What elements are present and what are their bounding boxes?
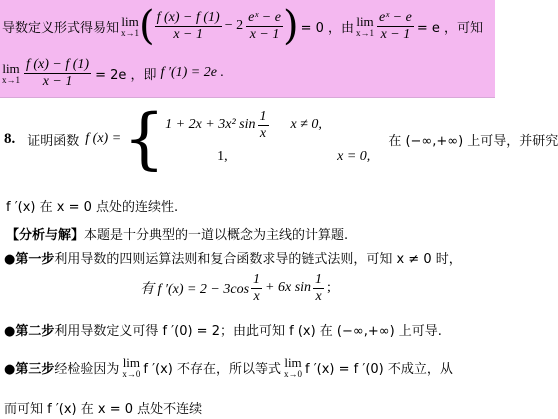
difference-quotient-2 bbox=[24, 57, 91, 90]
fraction-denominator: x − 1 bbox=[249, 26, 280, 42]
fraction-numerator: eˣ − e bbox=[248, 9, 281, 25]
fraction-denominator: x − 1 bbox=[173, 26, 203, 42]
case-zero bbox=[165, 143, 370, 171]
derivative-formula: 有 f ′(x) = 2 − 3cos bbox=[140, 282, 250, 297]
case-nonzero bbox=[165, 107, 370, 143]
step-2-line bbox=[4, 320, 442, 339]
fraction-numerator: f (x) − f (1) bbox=[26, 56, 90, 72]
step-3-label: ●第三步 bbox=[4, 362, 55, 377]
limit-subscript: x→1 bbox=[356, 27, 374, 38]
derivative-result: f ′(1) = 2e . bbox=[160, 65, 224, 80]
passage-line-2 bbox=[2, 54, 224, 92]
fraction-denominator: x bbox=[315, 288, 322, 304]
limit-label: lim bbox=[356, 13, 374, 29]
step-1-formula bbox=[140, 268, 331, 308]
function-name: f (x) = bbox=[85, 131, 122, 146]
problem-number: 8. bbox=[4, 130, 16, 147]
fraction-denominator: x − 1 bbox=[42, 73, 73, 89]
passage-lead-text: 导数定义形式得易知 bbox=[2, 20, 120, 36]
step-2-label: ●第二步 bbox=[4, 324, 55, 339]
problem-line-2: f ′(x) 在 x = 0 点处的连续性. bbox=[6, 200, 179, 215]
limit-label: lim bbox=[2, 60, 20, 76]
piecewise-cases bbox=[165, 107, 370, 171]
case-condition: x = 0, bbox=[337, 149, 371, 164]
step-1-line bbox=[4, 248, 462, 267]
equals-zero-text: = 0 ，由 bbox=[300, 20, 354, 36]
fraction-denominator: x − 1 bbox=[380, 26, 411, 42]
step-1-label: ●第一步 bbox=[4, 252, 55, 267]
limit-operator-2 bbox=[356, 15, 374, 38]
equals-2e-text: = 2e ，即 bbox=[95, 67, 157, 83]
exp-quotient bbox=[246, 10, 283, 43]
minus-two: − 2 bbox=[224, 18, 244, 33]
case-expression: 1, bbox=[217, 149, 228, 164]
formula-terminator: ; bbox=[327, 280, 331, 295]
reciprocal-fraction-2 bbox=[313, 272, 324, 305]
case-expression: 1 + 2x + 3x² sin bbox=[165, 117, 256, 132]
equals-e-text: = e ，可知 bbox=[416, 20, 483, 36]
reciprocal-fraction bbox=[251, 272, 262, 305]
step-3-conclusion: 而可知 f ′(x) 在 x = 0 点处不连续 bbox=[4, 402, 203, 417]
limit-subscript: x→0 bbox=[122, 369, 141, 379]
step-3-text-2: f ′(x) 不存在，所以等式 bbox=[143, 362, 281, 377]
analysis-heading: 【分析与解】 bbox=[6, 228, 85, 243]
problem-8-statement bbox=[4, 100, 558, 177]
piecewise-brace: { bbox=[123, 100, 166, 177]
fraction-numerator: 1 bbox=[259, 108, 267, 124]
problem-lead-text: 证明函数 bbox=[27, 133, 80, 149]
fraction-denominator: x bbox=[253, 288, 260, 304]
step-1-text: 利用导数的四则运算法则和复合函数求导的链式法则，可知 x ≠ 0 时， bbox=[54, 252, 462, 267]
fraction-numerator: 1 bbox=[315, 271, 323, 287]
limit-label: lim bbox=[122, 355, 141, 370]
limit-operator bbox=[121, 15, 139, 38]
limit-operator-3 bbox=[2, 62, 20, 85]
limit-label: lim bbox=[284, 355, 302, 370]
step-3-line bbox=[4, 356, 453, 379]
fraction-numerator: 1 bbox=[253, 271, 261, 287]
passage-line-1 bbox=[2, 3, 483, 49]
limit-subscript: x→1 bbox=[121, 27, 140, 38]
right-paren: ) bbox=[282, 3, 299, 49]
fraction-numerator: eˣ − e bbox=[379, 9, 412, 25]
derivative-formula-part: + 6x sin bbox=[265, 280, 312, 295]
step-3-text: 经检验因为 bbox=[54, 362, 120, 377]
limit-subscript: x→1 bbox=[2, 74, 20, 85]
limit-operator-4 bbox=[122, 356, 140, 379]
exp-quotient-2 bbox=[377, 10, 414, 43]
step-2-text: 利用导数定义可得 f ′(0) = 2；由此可知 f (x) 在 (−∞,+∞) 上可导. bbox=[54, 324, 442, 339]
analysis-text: 本题是十分典型的一道以概念为主线的计算题. bbox=[84, 228, 349, 243]
difference-quotient bbox=[155, 10, 222, 43]
step-3-text-3: f ′(x) = f ′(0) 不成立，从 bbox=[305, 362, 453, 377]
fraction-denominator: x bbox=[259, 125, 267, 141]
case-condition: x ≠ 0, bbox=[290, 117, 322, 132]
left-paren: ( bbox=[139, 3, 155, 49]
fraction-numerator: f (x) − f (1) bbox=[156, 9, 220, 25]
reciprocal-fraction bbox=[258, 109, 269, 142]
limit-label: lim bbox=[121, 13, 139, 29]
problem-after-text: 在 (−∞,+∞) 上可导，并研究 bbox=[388, 133, 558, 149]
limit-subscript: x→0 bbox=[284, 369, 302, 379]
limit-operator-5 bbox=[284, 356, 302, 379]
analysis-line bbox=[6, 224, 348, 243]
